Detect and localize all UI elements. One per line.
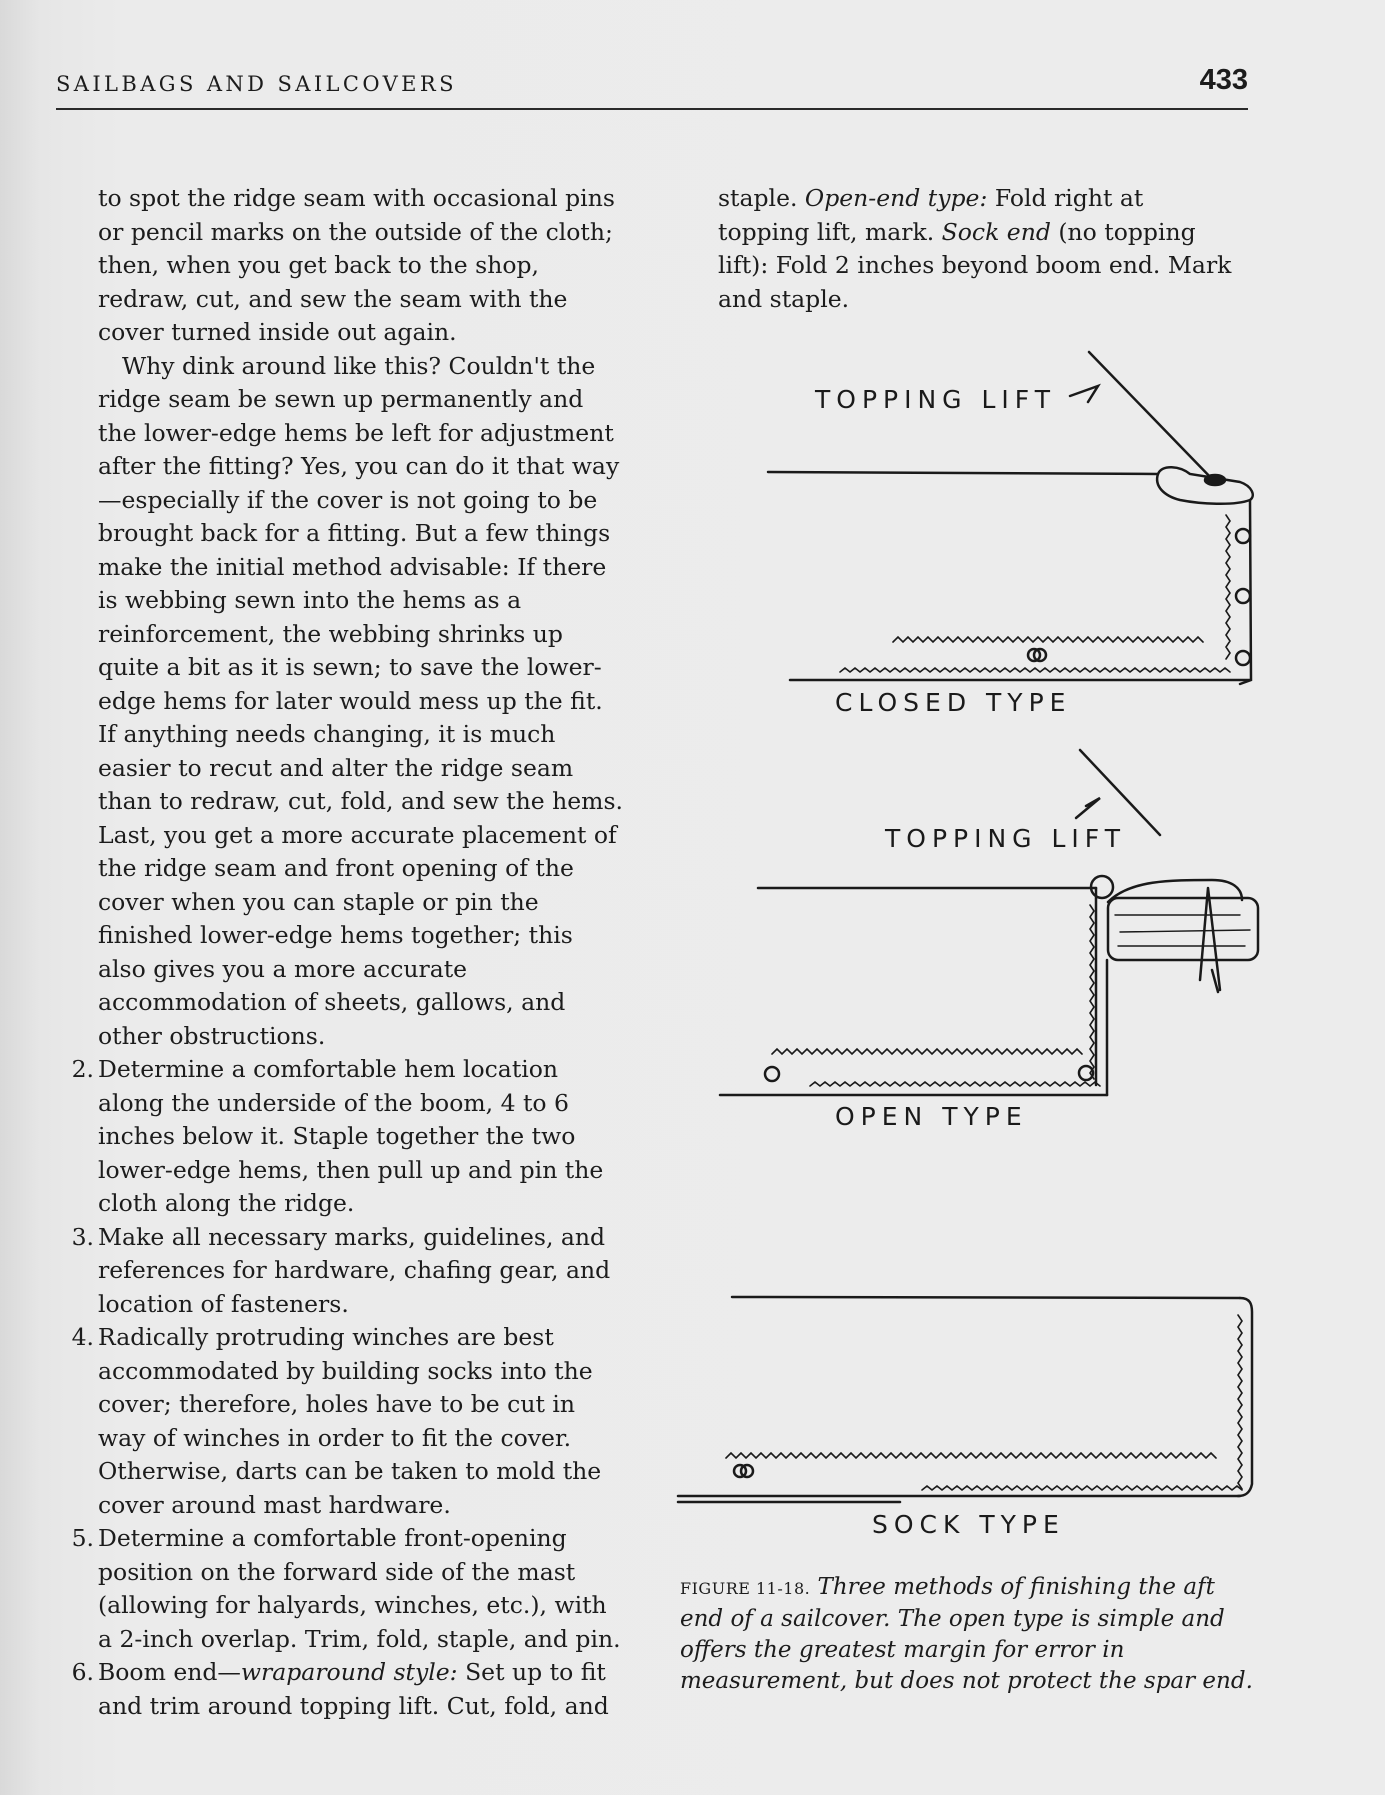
list-number: 4. — [71, 1323, 94, 1351]
list-text: Make all necessary marks, guidelines, and references for hardware, chafing gear, and location of fasteners. — [98, 1222, 611, 1318]
sock-end-label: Sock end — [941, 217, 1051, 246]
text-run: staple. — [718, 184, 805, 212]
sock-type-label: SOCK TYPE — [872, 1510, 1065, 1539]
running-title: SAILBAGS AND SAILCOVERS — [56, 72, 457, 96]
running-head — [56, 64, 1248, 110]
list-item — [71, 1053, 628, 1221]
continuation-paragraph — [718, 182, 1238, 316]
list-item — [71, 1221, 628, 1322]
paragraph-1: to spot the ridge seam with occasional pins or pencil marks on the outside of the cloth; then, when you get back to the shop, redraw, cut, and sew the seam with the cover turned inside out again. — [98, 184, 615, 346]
open-end-type-label: Open-end type: — [804, 184, 988, 212]
list-text-before: Boom end— — [98, 1658, 241, 1686]
left-column — [71, 182, 628, 1723]
open-type-drawing — [720, 750, 1258, 1095]
list-number: 3. — [71, 1222, 94, 1251]
sock-type-drawing — [678, 1297, 1252, 1502]
figure-number: FIGURE 11-18. — [680, 1579, 811, 1598]
list-number: 2. — [71, 1055, 94, 1083]
figure-caption — [680, 1572, 1260, 1697]
caption-text: Three methods of finishing the aft end of a sailcover. The open type is simple and offers the greatest margin for error in measurement, but does not protect the spar end. — [680, 1574, 1253, 1694]
closed-type-label: CLOSED TYPE — [835, 688, 1072, 717]
figure-11-18 — [660, 340, 1260, 1539]
list-text: Determine a comfortable hem location along the underside of the boom, 4 to 6 inches below it. Staple together the two lower-edge hems, then pull up and pin the cloth along the ridge. — [98, 1055, 604, 1217]
topping-lift-label: TOPPING LIFT — [885, 824, 1127, 853]
list-number: 5. — [71, 1524, 94, 1552]
open-type-label: OPEN TYPE — [835, 1102, 1028, 1131]
list-number: 6. — [71, 1658, 94, 1686]
list-text: Radically protruding winches are best accommodated by building socks into the cover; therefore, holes have to be cut in way of winches in order to fit the cover. Otherwise, darts can be taken to mold the cover around mast hardware. — [98, 1323, 602, 1519]
paragraph-2: Why dink around like this? Couldn't the ridge seam be sewn up permanently and the lower-edge hems be left for adjustment after the fitting? Yes, you can do it that way—especially if the cover is not going to be brought back for a fitting. But a few things make the initial method advisable: If there is webbing sewn into the hems as a reinforcement, the webbing shrinks up quite a bit as it is sewn; to save the lower-edge hems for later would mess up the fit. If anything needs changing, it is much easier to recut and alter the ridge seam than to redraw, cut, fold, and sew the hems. Last, you get a more accurate placement of the ridge seam and front opening of the cover when you can staple or pin the finished lower-edge hems together; this also gives you a more accurate accommodation of sheets, gallows, and other obstructions. — [98, 351, 623, 1050]
page-number: 433 — [1199, 64, 1248, 96]
list-text-italic: wraparound style: — [240, 1658, 458, 1686]
list-item — [71, 1656, 628, 1723]
text-run: Fold right at topping lift, mark. — [718, 184, 1144, 246]
list-text-after: Set up to fit and trim around topping lift. Cut, fold, and — [98, 1658, 609, 1720]
list-text: Determine a comfortable front-opening position on the forward side of the mast (allowing for halyards, winches, etc.), with a 2-inch overlap. Trim, fold, staple, and pin. — [98, 1524, 621, 1653]
topping-lift-label: TOPPING LIFT — [815, 385, 1057, 414]
list-item — [71, 1522, 628, 1656]
list-item — [71, 1321, 628, 1522]
sailcover-illustration — [660, 340, 1260, 1530]
text-run: (no topping lift): Fold 2 inches beyond boom end. Mark and staple. — [718, 217, 1232, 313]
right-column — [718, 182, 1238, 316]
